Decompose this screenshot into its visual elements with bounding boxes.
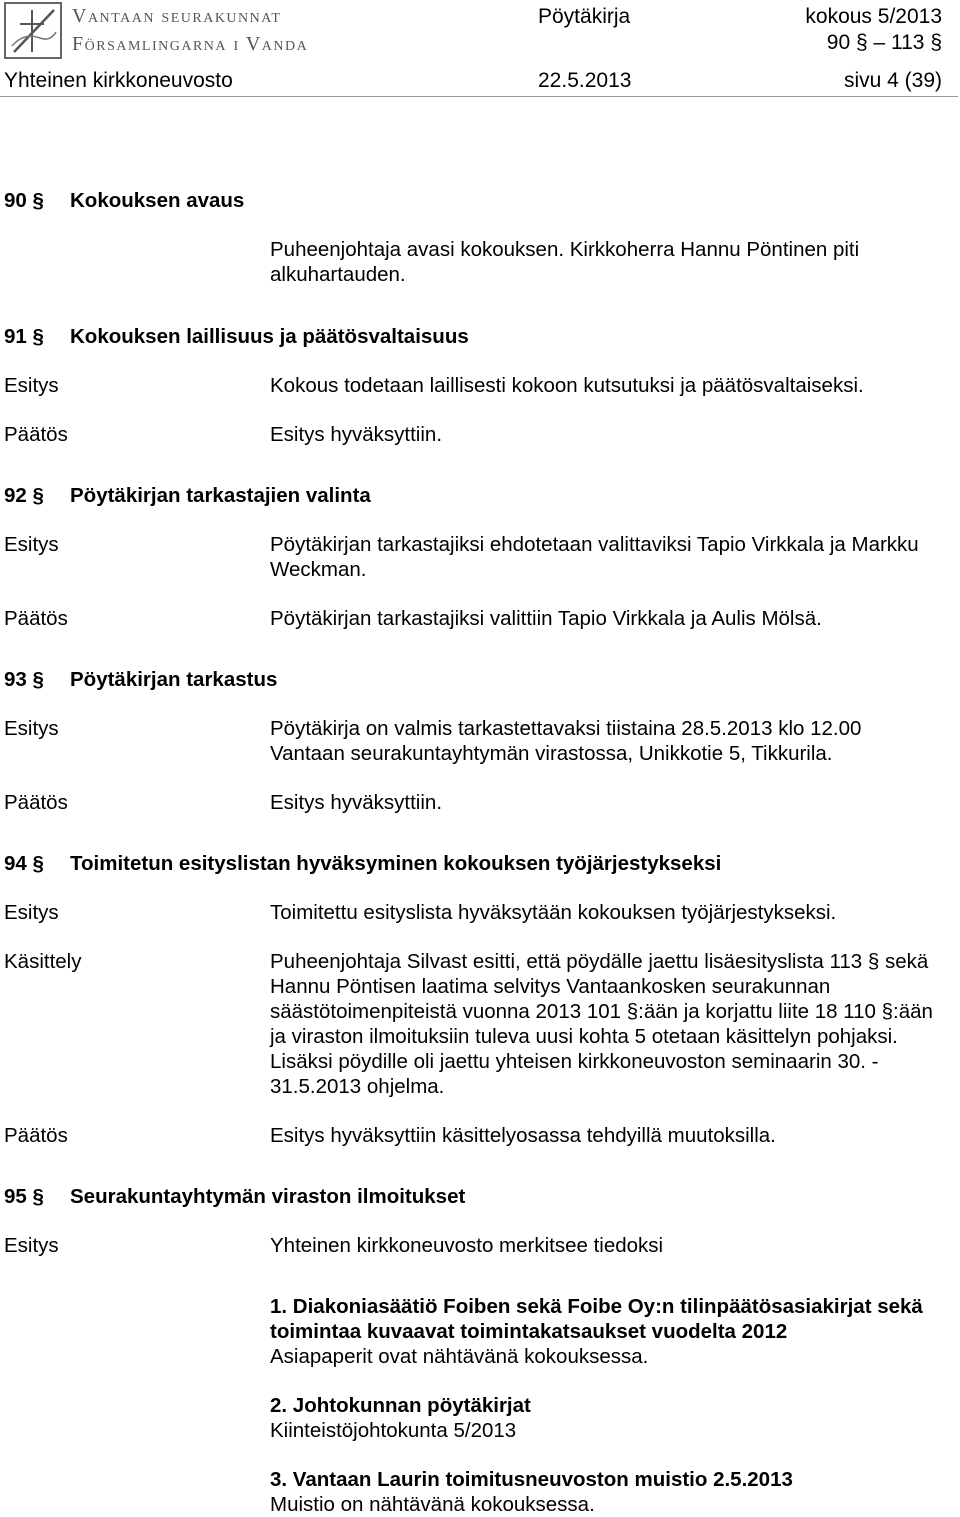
- church-emblem-icon: [4, 2, 64, 60]
- item-text: Esitys hyväksyttiin.: [270, 423, 443, 446]
- section-number: 94 §: [4, 852, 44, 875]
- item-row: [0, 422, 960, 447]
- row-label: Käsittely: [4, 950, 82, 973]
- section-title: [0, 1184, 960, 1209]
- section-title: [0, 188, 960, 213]
- item-row: [0, 1123, 960, 1148]
- row-label: Päätös: [4, 1124, 68, 1147]
- section-heading: Kokouksen avaus: [70, 189, 245, 212]
- section-heading: Pöytäkirjan tarkastus: [70, 668, 278, 691]
- organization-name-sv: Församlingarna i Vanda: [72, 33, 309, 55]
- section-heading: Seurakuntayhtymän viraston ilmoitukset: [70, 1185, 466, 1208]
- header-divider: [0, 96, 958, 97]
- page-number: sivu 4 (39): [843, 69, 942, 92]
- item-row: [0, 237, 960, 287]
- row-label: Päätös: [4, 791, 68, 814]
- meeting-date: 22.5.2013: [538, 69, 632, 92]
- item-row: [0, 532, 960, 582]
- minutes-body: [0, 188, 960, 1517]
- item-row: [0, 606, 960, 631]
- section-heading: Pöytäkirjan tarkastajien valinta: [70, 484, 371, 507]
- section-title: [0, 667, 960, 692]
- row-label: Esitys: [4, 1234, 59, 1257]
- notice-item: [0, 1294, 960, 1369]
- section-number: 93 §: [4, 668, 44, 691]
- section-number: 92 §: [4, 484, 44, 507]
- item-text: Puheenjohtaja avasi kokouksen. Kirkkoherra Hannu Pöntinen piti alkuhartauden.: [270, 238, 860, 286]
- section-title: [0, 851, 960, 876]
- item-row: [0, 900, 960, 925]
- meeting-number: kokous 5/2013: [805, 5, 942, 28]
- item-row: [0, 716, 960, 766]
- row-label: Esitys: [4, 374, 59, 397]
- item-text: Puheenjohtaja Silvast esitti, että pöydälle jaettu lisäesityslista 113 § sekä Hannu Pöntisen laatima selvitys Vantaankosken seurakunnan säästötoimenpiteistä vuonna 2013 101 §:ään ja korjattu liite 18 110 §:ään ja viraston ilmoituksiin tuleva uusi kohta 5 otetaan käsittelyn pohjaksi. Lisäksi pöydille oli jaettu yhteisen kirkkoneuvoston seminaarin 30. - 31.5.2013 ohjelma.: [270, 950, 933, 1098]
- section-title: [0, 324, 960, 349]
- item-row: [0, 949, 960, 1099]
- row-label: Päätös: [4, 607, 68, 630]
- notice-item: [0, 1467, 960, 1517]
- page-header: [0, 0, 960, 100]
- notice-heading: 1. Diakoniasäätiö Foiben sekä Foibe Oy:n tilinpäätösasiakirjat sekä toimintaa kuvaavat toimintakatsaukset vuodelta 2012: [270, 1295, 923, 1343]
- section-heading: Toimitetun esityslistan hyväksyminen kokouksen työjärjestykseksi: [70, 852, 722, 875]
- notice-heading: 2. Johtokunnan pöytäkirjat: [270, 1394, 531, 1417]
- document-type: Pöytäkirja: [538, 5, 631, 28]
- section-number: 91 §: [4, 325, 44, 348]
- item-text: Pöytäkirjan tarkastajiksi ehdotetaan valittaviksi Tapio Virkkala ja Markku Weckman.: [270, 533, 919, 581]
- item-text: Kokous todetaan laillisesti kokoon kutsutuksi ja päätösvaltaiseksi.: [270, 374, 864, 397]
- section-title: [0, 483, 960, 508]
- item-row: [0, 790, 960, 815]
- item-row: [0, 1233, 960, 1258]
- notice-text: Asiapaperit ovat nähtävänä kokouksessa.: [270, 1345, 649, 1368]
- item-row: [0, 373, 960, 398]
- section-heading: Kokouksen laillisuus ja päätösvaltaisuus: [70, 325, 469, 348]
- row-label: Esitys: [4, 717, 59, 740]
- section-number: 95 §: [4, 1185, 44, 1208]
- notice-text: Kiinteistöjohtokunta 5/2013: [270, 1419, 517, 1442]
- item-text: Pöytäkirja on valmis tarkastettavaksi tiistaina 28.5.2013 klo 12.00 Vantaan seurakuntayhtymän virastossa, Unikkotie 5, Tikkurila.: [270, 717, 862, 765]
- section-range: 90 § – 113 §: [826, 31, 942, 54]
- item-text: Pöytäkirjan tarkastajiksi valittiin Tapio Virkkala ja Aulis Mölsä.: [270, 607, 822, 630]
- item-text: Yhteinen kirkkoneuvosto merkitsee tiedoksi: [270, 1234, 664, 1257]
- row-label: Päätös: [4, 423, 68, 446]
- notice-text: Muistio on nähtävänä kokouksessa.: [270, 1493, 595, 1516]
- item-text: Toimitettu esityslista hyväksytään kokouksen työjärjestykseksi.: [270, 901, 837, 924]
- item-text: Esitys hyväksyttiin.: [270, 791, 443, 814]
- row-label: Esitys: [4, 533, 59, 556]
- section-number: 90 §: [4, 189, 44, 212]
- notice-heading: 3. Vantaan Laurin toimitusneuvoston muistio 2.5.2013: [270, 1468, 793, 1491]
- notice-item: [0, 1393, 960, 1443]
- organization-name-fi: Vantaan seurakunnat: [72, 5, 282, 27]
- board-name: Yhteinen kirkkoneuvosto: [4, 69, 233, 92]
- row-label: Esitys: [4, 901, 59, 924]
- item-text: Esitys hyväksyttiin käsittelyosassa tehdyillä muutoksilla.: [270, 1124, 776, 1147]
